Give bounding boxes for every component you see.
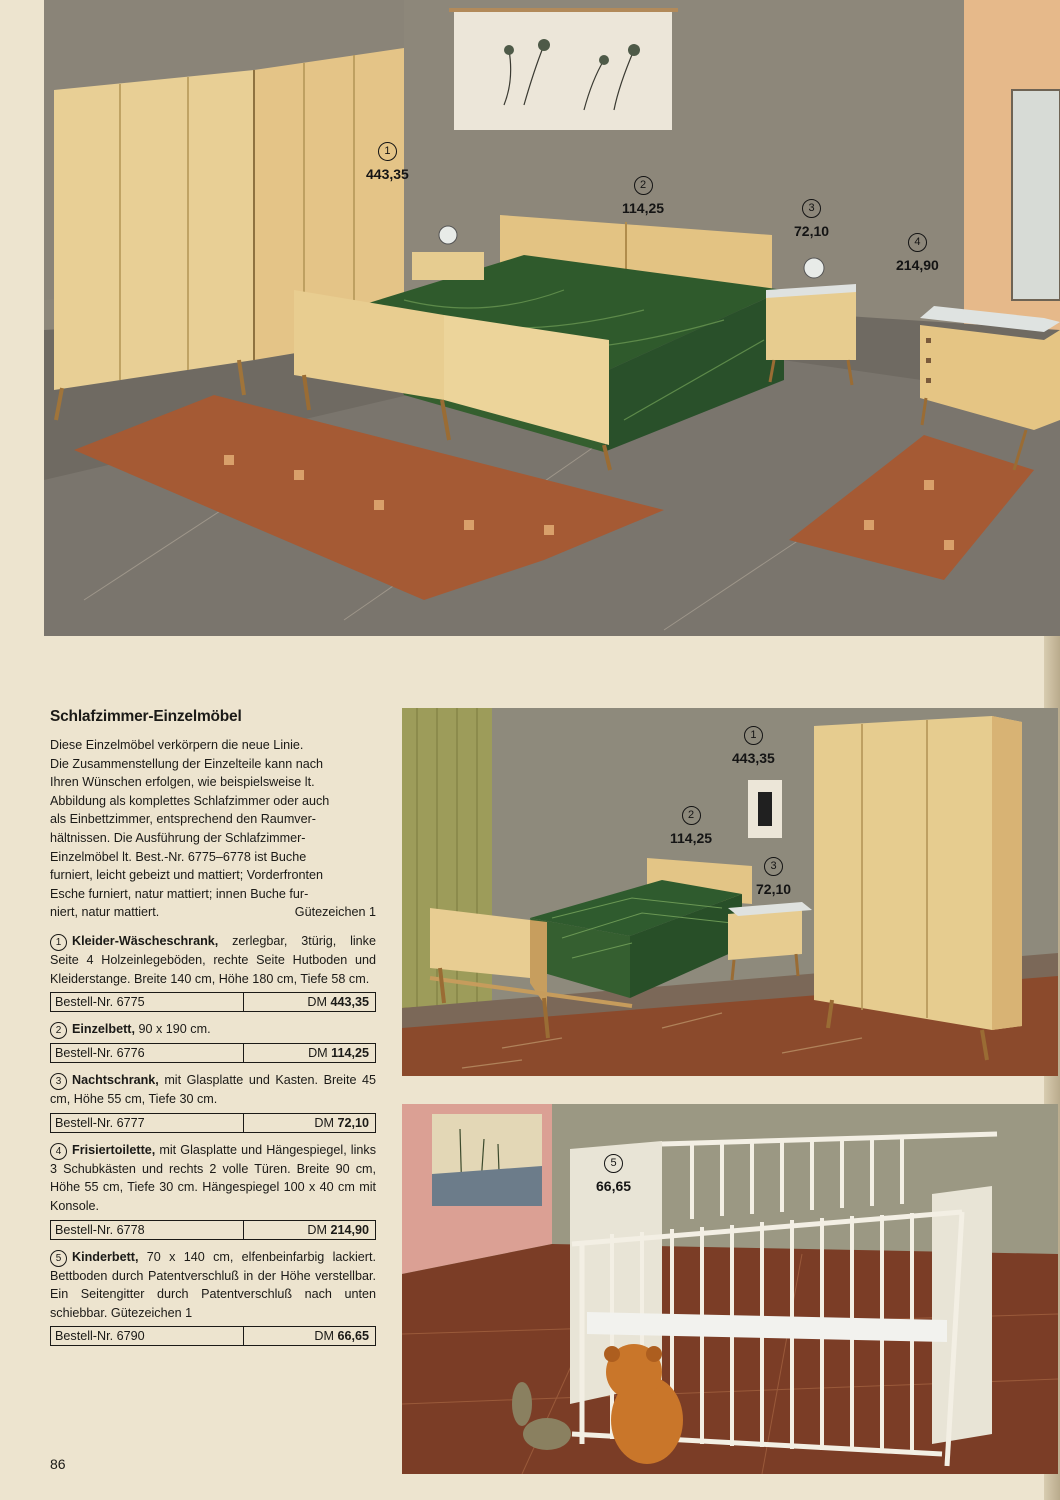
intro-line: Einzelmöbel lt. Best.-Nr. 6775–6778 ist Buche xyxy=(50,849,307,864)
product-name: Nachtschrank, xyxy=(72,1073,159,1088)
price-text: 443,35 xyxy=(732,750,775,766)
order-box xyxy=(50,1043,376,1063)
order-price xyxy=(244,1044,375,1062)
intro-line: Ihren Wünschen erfolgen, wie beispielsweise lt. xyxy=(50,775,315,790)
currency: DM xyxy=(314,1329,334,1344)
product-description: mit Glasplatte und Kasten. Breite 45 cm, Höhe 55 cm, Tiefe 30 cm. xyxy=(50,1073,376,1107)
order-number: Bestell-Nr. 6778 xyxy=(51,1221,244,1239)
order-price xyxy=(244,993,375,1011)
intro-line: als Einbettzimmer, entsprechend den Raumver- xyxy=(50,812,316,827)
product-item-4 xyxy=(50,1141,376,1240)
price-label-mid-3 xyxy=(756,857,791,896)
item-number-badge: 2 xyxy=(634,176,653,195)
product-description: 90 x 190 cm. xyxy=(138,1022,211,1037)
item-number-badge: 5 xyxy=(50,1250,67,1267)
price-value: 214,90 xyxy=(330,1222,369,1237)
intro-line: furniert, leicht gebeizt und mattiert; Vorderfronten xyxy=(50,868,324,883)
single-bedroom-illustration xyxy=(402,708,1058,1076)
price-label-4 xyxy=(896,233,939,272)
item-number-badge: 1 xyxy=(744,726,763,745)
catalog-text-column xyxy=(50,708,376,1346)
product-description: 70 x 140 cm, elfenbeinfarbig lackiert. Bettboden durch Patentverschluß in der Höhe verstellbar. Ein Seitengitter durch Patentverschluß nach unten schiebbar. Gütezeichen 1 xyxy=(50,1249,376,1320)
intro-line: Diese Einzelmöbel verkörpern die neue Linie. xyxy=(50,738,304,752)
item-number-badge: 2 xyxy=(50,1022,67,1039)
currency: DM xyxy=(308,1046,328,1061)
product-item-2 xyxy=(50,1020,376,1063)
intro-line: Abbildung als komplettes Schlafzimmer oder auch xyxy=(50,793,330,808)
order-box xyxy=(50,1113,376,1133)
order-box xyxy=(50,992,376,1012)
currency: DM xyxy=(307,1222,327,1237)
order-box xyxy=(50,1220,376,1240)
item-number-badge: 1 xyxy=(378,142,397,161)
item-number-badge: 3 xyxy=(50,1073,67,1090)
price-value: 72,10 xyxy=(337,1115,369,1130)
page-number: 86 xyxy=(50,1456,66,1472)
product-name: Einzelbett, xyxy=(72,1022,135,1037)
intro-line: niert, natur mattiert. xyxy=(50,905,160,920)
intro-line: Esche furniert, natur mattiert; innen Buche fur- xyxy=(50,886,309,901)
order-number: Bestell-Nr. 6777 xyxy=(51,1114,244,1132)
price-text: 114,25 xyxy=(670,830,713,846)
order-price xyxy=(244,1114,375,1132)
intro-line: hältnissen. Die Ausführung der Schlafzimmer- xyxy=(50,830,306,845)
crib-illustration xyxy=(402,1104,1058,1474)
product-item-3 xyxy=(50,1071,376,1133)
order-box xyxy=(50,1326,376,1346)
intro-last-line xyxy=(50,903,376,922)
currency: DM xyxy=(307,995,327,1010)
price-label-crib xyxy=(596,1154,631,1193)
price-value: 114,25 xyxy=(331,1046,369,1061)
price-label-2 xyxy=(622,176,664,215)
price-value: 443,35 xyxy=(330,995,369,1010)
price-text: 66,65 xyxy=(596,1178,632,1194)
intro-paragraph xyxy=(50,736,376,922)
currency: DM xyxy=(314,1115,334,1130)
item-number-badge: 4 xyxy=(50,1143,67,1160)
order-number: Bestell-Nr. 6775 xyxy=(51,993,244,1011)
order-number: Bestell-Nr. 6790 xyxy=(51,1327,244,1345)
price-text: 72,10 xyxy=(794,223,830,239)
price-text: 214,90 xyxy=(896,257,939,273)
order-number: Bestell-Nr. 6776 xyxy=(51,1044,244,1062)
bedroom-illustration xyxy=(44,0,1060,636)
product-description: zerlegbar, 3türig, linke Seite 4 Holzeinlegeböden, rechte Seite Hutboden und Kleiderstange. Breite 140 cm, Höhe 180 cm, Tiefe 58 cm. xyxy=(50,933,376,986)
quality-mark: Gütezeichen 1 xyxy=(294,905,376,920)
order-price xyxy=(244,1221,375,1239)
item-number-badge: 1 xyxy=(50,934,67,951)
item-number-badge: 3 xyxy=(764,857,783,876)
intro-line: Die Zusammenstellung der Einzelteile kann nach xyxy=(50,756,324,771)
product-description: mit Glasplatte und Hängespiegel, links 3 Schubkästen und rechts 2 volle Türen. Breite 90 cm, Höhe 55 cm, Tiefe 30 cm. Hängespiegel 100 x 40 cm mit Konsole. xyxy=(50,1142,377,1213)
product-item-1 xyxy=(50,932,376,1012)
order-price xyxy=(244,1327,375,1345)
price-text: 72,10 xyxy=(756,881,792,897)
item-number-badge: 2 xyxy=(682,806,701,825)
price-text: 114,25 xyxy=(622,200,665,216)
price-label-mid-1 xyxy=(732,726,775,765)
section-title: Schlafzimmer-Einzelmöbel xyxy=(50,708,242,725)
product-name: Kleider-Wäscheschrank, xyxy=(72,933,219,948)
item-number-badge: 5 xyxy=(604,1154,623,1173)
price-value: 66,65 xyxy=(337,1329,369,1344)
price-label-1 xyxy=(366,142,409,181)
item-number-badge: 4 xyxy=(908,233,927,252)
price-label-3 xyxy=(794,199,829,238)
item-number-badge: 3 xyxy=(802,199,821,218)
product-name: Kinderbett, xyxy=(72,1249,139,1264)
price-label-mid-2 xyxy=(670,806,712,845)
product-item-5 xyxy=(50,1248,376,1347)
product-name: Frisiertoilette, xyxy=(72,1142,156,1157)
price-text: 443,35 xyxy=(366,166,409,182)
